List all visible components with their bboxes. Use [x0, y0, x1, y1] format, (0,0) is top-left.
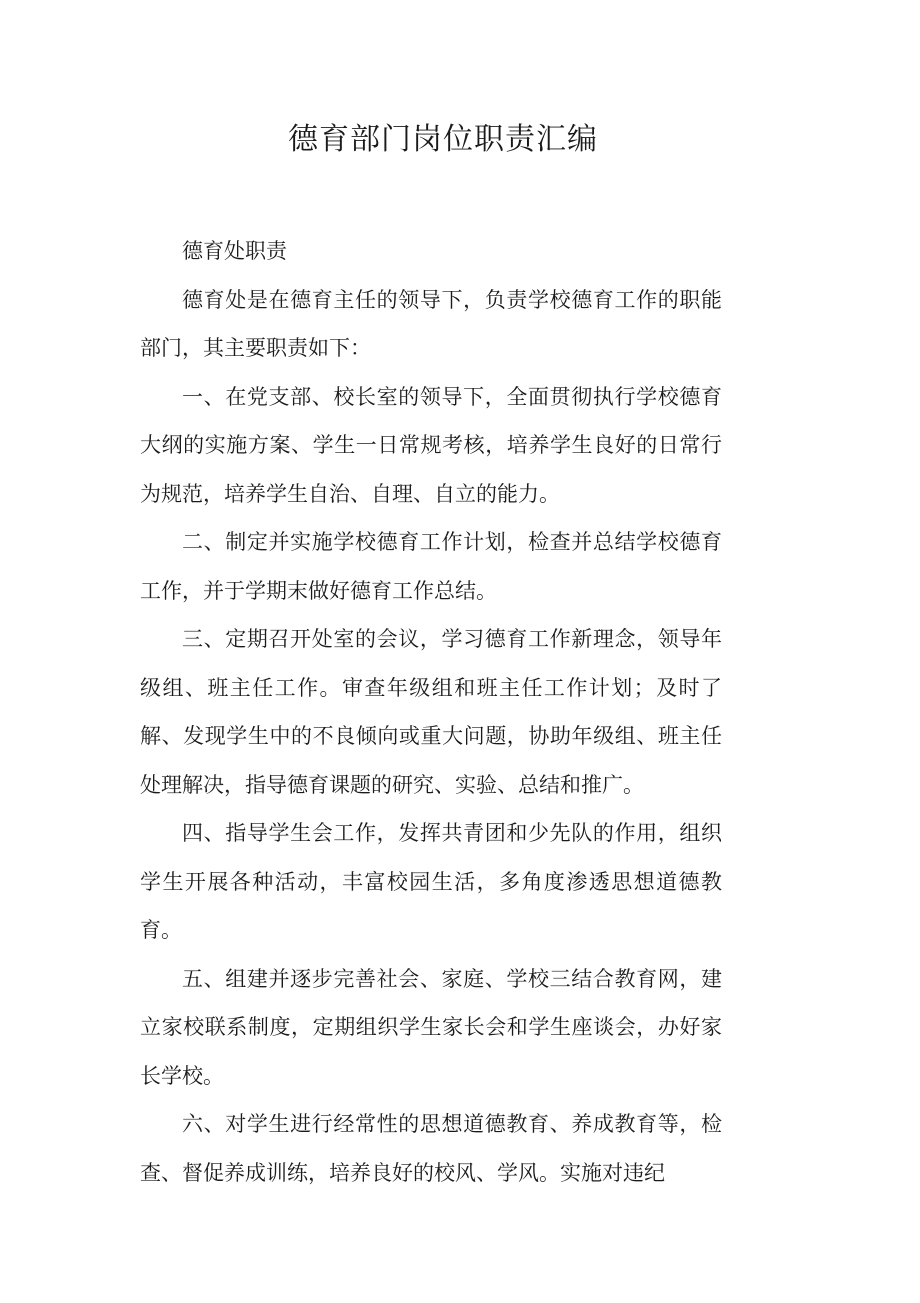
section-heading: 德育处职责 [182, 239, 287, 263]
paragraph-intro: 德育处是在德育主任的领导下，负责学校德育工作的职能部门，其主要职责如下： [140, 287, 722, 360]
document-title: 德育部门岗位职责汇编 [288, 122, 598, 157]
paragraph-item-1: 一、在党支部、校长室的领导下，全面贯彻执行学校德育大纲的实施方案、学生一日常规考核，培养学生良好的日常行为规范，培养学生自治、自理、自立的能力。 [140, 384, 722, 506]
paragraph-item-2: 二、制定并实施学校德育工作计划，检查并总结学校德育工作，并于学期末做好德育工作总结。 [140, 530, 722, 603]
paragraph-item-5: 五、组建并逐步完善社会、家庭、学校三结合教育网，建立家校联系制度，定期组织学生家长会和学生座谈会，办好家长学校。 [140, 966, 722, 1088]
paragraph-item-3: 三、定期召开处室的会议，学习德育工作新理念，领导年级组、班主任工作。审查年级组和班主任工作计划；及时了解、发现学生中的不良倾向或重大问题，协助年级组、班主任处理解决，指导德育课题的研究、实验、总结和推广。 [140, 627, 722, 797]
paragraph-item-4: 四、指导学生会工作，发挥共青团和少先队的作用，组织学生开展各种活动，丰富校园生活，多角度渗透思想道德教育。 [140, 821, 722, 942]
document-body [140, 227, 722, 1197]
paragraph-item-6: 六、对学生进行经常性的思想道德教育、养成教育等，检查、督促养成训练，培养良好的校风、学风。实施对违纪 [140, 1112, 722, 1185]
